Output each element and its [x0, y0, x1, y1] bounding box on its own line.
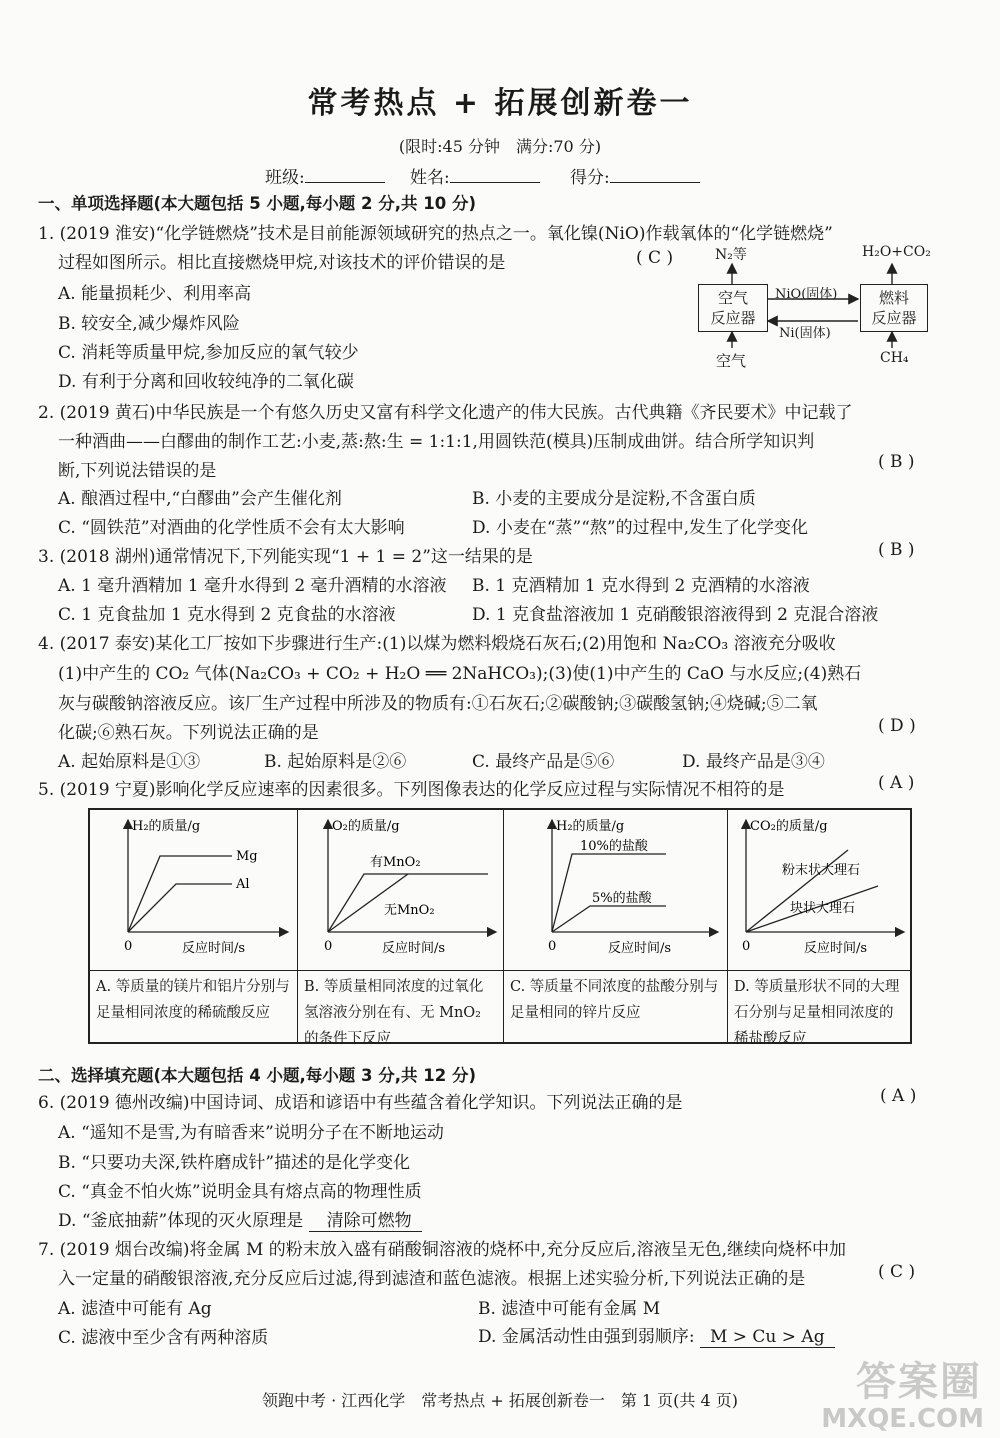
q4-answer: ( D ): [878, 716, 916, 736]
score-label: 得分:: [570, 168, 610, 188]
chart-c-ylabel: H₂的质量/g: [556, 819, 625, 834]
section-1-heading: 一、单项选择题(本大题包括 5 小题,每小题 2 分,共 10 分): [38, 194, 477, 213]
chart-c-cell: [504, 810, 728, 1042]
q4-stem-line1: 4. (2017 泰安)某化工厂按如下步骤进行生产:(1)以煤为燃料煅烧石灰石;(2)用饱和 Na₂CO₃ 溶液充分吸收: [38, 634, 836, 654]
q2-stem-line1: 2. (2019 黄石)中华民族是一个有悠久历史又富有科学文化遗产的伟大民族。古代典籍《齐民要术》中记载了: [38, 403, 853, 423]
q7-option-c: C. 滤液中至少含有两种溶质: [58, 1328, 269, 1348]
chart-d-ylabel: CO₂的质量/g: [750, 819, 828, 834]
q3-option-d: D. 1 克食盐溶液加 1 克硝酸银溶液得到 2 克混合溶液: [472, 605, 879, 625]
q4-option-b: B. 起始原料是②⑥: [264, 752, 407, 772]
diagram-air-input: 空气: [716, 352, 747, 370]
chart-d-xlabel: 反应时间/s: [804, 941, 868, 956]
q2-option-d: D. 小麦在“蒸”“熬”的过程中,发生了化学变化: [472, 518, 808, 538]
name-label: 姓名:: [410, 168, 450, 188]
chart-d-cell: [728, 810, 910, 1047]
chart-b-cell: [298, 810, 504, 1047]
chart-b-ylabel: O₂的质量/g: [332, 819, 400, 834]
q6-option-d: [58, 1206, 422, 1231]
q1-option-d: D. 有利于分离和回收较纯净的二氧化碳: [58, 372, 354, 392]
fuel-reactor-label-2: 反应器: [871, 309, 917, 327]
fuel-reactor-label-1: 燃料: [878, 289, 909, 307]
q7-option-a: A. 滤渣中可能有 Ag: [58, 1299, 212, 1319]
diagram-ni-label: Ni(固体): [779, 326, 831, 341]
q6-fill-answer: 清除可燃物: [309, 1211, 422, 1232]
q1-option-b: B. 较安全,减少爆炸风险: [58, 314, 240, 334]
q6-option-b: B. “只要功夫深,铁杵磨成针”描述的是化学变化: [58, 1153, 411, 1173]
q4-option-a: A. 起始原料是①③: [58, 752, 201, 772]
q7-option-d-text: D. 金属活动性由强到弱顺序:: [478, 1327, 695, 1347]
q3-stem: 3. (2018 湖州)通常情况下,下列能实现“1 + 1 = 2”这一结果的是: [38, 547, 533, 567]
chart-a-ylabel: H₂的质量/g: [132, 819, 201, 834]
q5-stem: 5. (2019 宁夏)影响化学反应速率的因素很多。下列图像表达的化学反应过程与实际情况不相符的是: [38, 780, 785, 800]
chart-a-al-line: [128, 884, 232, 932]
q4-stem-line2: (1)中产生的 CO₂ 气体(Na₂CO₃ + CO₂ + H₂O ══ 2NaHCO₃);(3)使(1)中产生的 CaO 与水反应;(4)熟石: [58, 664, 862, 684]
q6-stem: 6. (2019 德州改编)中国诗词、成语和谚语中有些蕴含着化学知识。下列说法正确的是: [38, 1093, 683, 1113]
q1-stem-line1: 1. (2019 淮安)“化学链燃烧”技术是目前能源领域研究的热点之一。氧化镍(NiO)作载氧体的“化学链燃烧”: [38, 224, 833, 244]
chart-d-lump-label: 块状大理石: [790, 901, 856, 916]
chart-c-origin: 0: [548, 939, 557, 954]
air-reactor-label-2: 反应器: [710, 309, 756, 327]
q3-option-b: B. 1 克酒精加 1 克水得到 2 克酒精的水溶液: [472, 576, 810, 596]
q7-stem-line2: 入一定量的硝酸银溶液,充分反应后过滤,得到滤渣和蓝色滤液。根据上述实验分析,下列说法正确的是: [58, 1269, 806, 1289]
q2-option-a: A. 酿酒过程中,“白醪曲”会产生催化剂: [58, 489, 342, 509]
chart-a-origin: 0: [124, 939, 133, 954]
q6-answer: ( A ): [880, 1086, 917, 1106]
chart-b-without-mno2-label: 无MnO₂: [384, 903, 435, 918]
chart-b-origin: 0: [324, 939, 333, 954]
chart-a-mg-label: Mg: [236, 849, 258, 864]
chart-a: [90, 810, 296, 968]
q5-chart-grid: [88, 808, 912, 1047]
chart-d-caption: D. 等质量形状不同的大理石分别与足量相同浓度的稀盐酸反应: [734, 979, 900, 1047]
q1-stem-line2: 过程如图所示。相比直接燃烧甲烷,对该技术的评价错误的是: [58, 253, 506, 273]
q1-option-a: A. 能量损耗少、利用率高: [58, 284, 252, 304]
q6-option-c: C. “真金不怕火炼”说明金具有熔点高的物理性质: [58, 1182, 422, 1202]
q4-stem-line3: 灰与碳酸钠溶液反应。该厂生产过程中所涉及的物质有:①石灰石;②碳酸钠;③碳酸氢钠;④烧碱;⑤二氧: [58, 694, 818, 714]
diagram-nio-label: NiO(固体): [775, 287, 838, 302]
q3-option-a: A. 1 毫升酒精加 1 毫升水得到 2 毫升酒精的水溶液: [58, 576, 447, 596]
q7-answer: ( C ): [878, 1262, 916, 1282]
watermark-logo: 答案圈: [856, 1359, 982, 1405]
score-field: [570, 163, 700, 188]
section-2-heading: 二、选择填充题(本大题包括 4 小题,每小题 3 分,共 12 分): [38, 1066, 477, 1085]
air-reactor-box: [698, 284, 768, 332]
chart-d-powder-label: 粉末状大理石: [782, 863, 861, 878]
q2-answer: ( B ): [878, 452, 915, 472]
chart-c-5pct-line: [552, 906, 666, 932]
chart-a-cell: [90, 810, 298, 1042]
q2-option-c: C. “圆铁范”对酒曲的化学性质不会有太大影响: [58, 518, 405, 538]
q4-option-c: C. 最终产品是⑤⑥: [472, 752, 615, 772]
q6-option-d-text: D. “釜底抽薪”体现的灭火原理是: [58, 1211, 304, 1231]
page-footer: 领跑中考 · 江西化学 常考热点 + 拓展创新卷一 第 1 页(共 4 页): [261, 1391, 739, 1410]
chart-d: [728, 810, 910, 968]
q3-answer: ( B ): [878, 540, 915, 560]
chart-c-10pct-label: 10%的盐酸: [580, 839, 648, 854]
chart-c-xlabel: 反应时间/s: [608, 941, 672, 956]
q2-option-b: B. 小麦的主要成分是淀粉,不含蛋白质: [472, 489, 756, 509]
chart-c-5pct-label: 5%的盐酸: [592, 891, 652, 906]
chart-c-caption: C. 等质量不同浓度的盐酸分别与足量相同的锌片反应: [510, 979, 719, 1021]
q4-option-d: D. 最终产品是③④: [682, 752, 825, 772]
air-reactor-label-1: 空气: [717, 289, 748, 307]
chart-b: [298, 810, 502, 968]
class-field: [265, 163, 385, 188]
time-limit: (限时:45 分钟 满分:70 分): [398, 137, 602, 156]
chart-a-al-label: Al: [236, 877, 250, 892]
diagram-h2o-co2-label: H₂O+CO₂: [862, 244, 931, 260]
chart-d-origin: 0: [742, 939, 751, 954]
fuel-reactor-box: [860, 284, 928, 332]
diagram-ch4-input: CH₄: [880, 350, 909, 366]
q7-option-d: [478, 1322, 835, 1347]
q5-answer: ( A ): [878, 773, 915, 793]
chart-c: [504, 810, 726, 968]
q2-stem-line3: 断,下列说法错误的是: [58, 461, 217, 481]
q2-stem-line2: 一种酒曲——白醪曲的制作工艺:小麦,蒸:熬:生 = 1:1:1,用圆铁范(模具)压制成曲饼。结合所学知识判: [58, 432, 815, 452]
chart-a-caption: A. 等质量的镁片和铝片分别与足量相同浓度的稀硫酸反应: [96, 979, 290, 1021]
chart-b-caption: B. 等质量相同浓度的过氧化氢溶液分别在有、无 MnO₂ 的条件下反应: [304, 979, 484, 1047]
chart-a-xlabel: 反应时间/s: [182, 941, 246, 956]
q4-stem-line4: 化碳;⑥熟石灰。下列说法正确的是: [58, 723, 319, 743]
chart-b-with-mno2-label: 有MnO₂: [370, 855, 421, 870]
q7-option-b: B. 滤渣中可能有金属 M: [478, 1299, 661, 1319]
q1-option-c: C. 消耗等质量甲烷,参加反应的氧气较少: [58, 343, 359, 363]
class-label: 班级:: [265, 168, 305, 188]
diagram-n2-label: N₂等: [715, 247, 747, 263]
chart-a-mg-line: [128, 856, 232, 932]
q1-answer: ( C ): [636, 248, 674, 268]
q3-option-c: C. 1 克食盐加 1 克水得到 2 克食盐的水溶液: [58, 605, 396, 625]
q6-option-a: A. “遥知不是雪,为有暗香来”说明分子在不断地运动: [58, 1123, 444, 1143]
watermark-url: MXQE.COM: [821, 1404, 984, 1434]
q7-stem-line1: 7. (2019 烟台改编)将金属 M 的粉末放入盛有硝酸铜溶液的烧杯中,充分反应后,溶液呈无色,继续向烧杯中加: [38, 1240, 846, 1260]
name-field: [410, 163, 540, 188]
q7-fill-answer: M > Cu > Ag: [700, 1327, 835, 1348]
chart-b-xlabel: 反应时间/s: [382, 941, 446, 956]
page-title: 常考热点 + 拓展创新卷一: [307, 86, 693, 121]
